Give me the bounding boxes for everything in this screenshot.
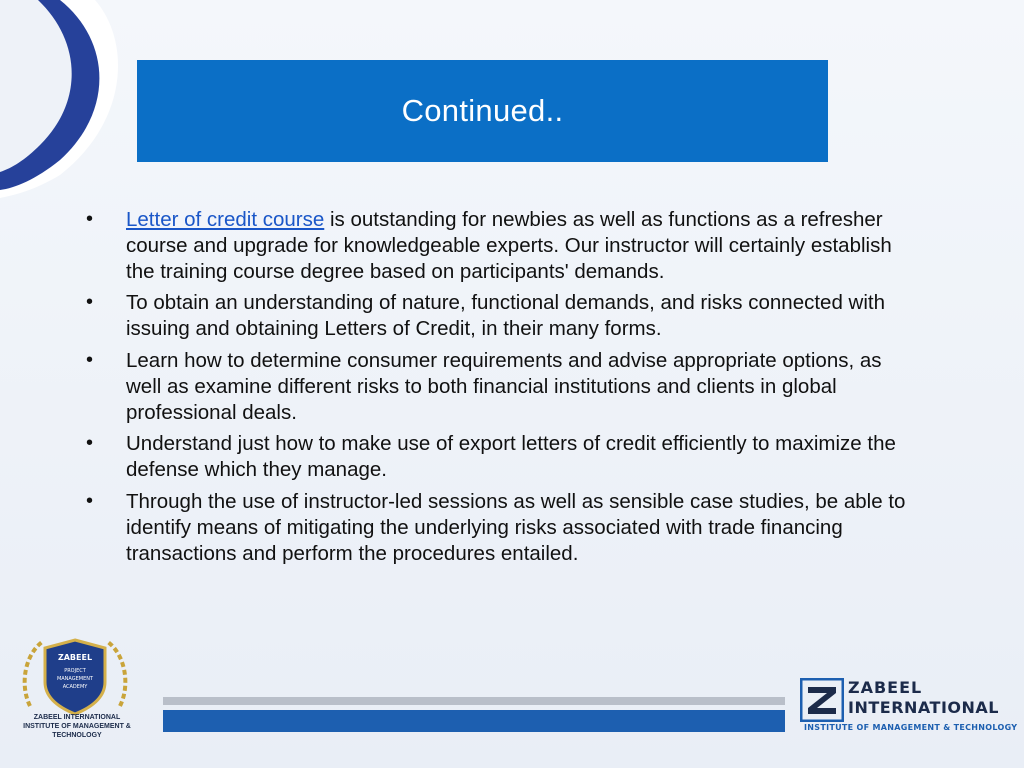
bullet-icon: • [86, 291, 94, 314]
slide-title: Continued.. [401, 93, 564, 128]
brand-name-line1: ZABEEL [848, 678, 923, 697]
badge-caption-line: ZABEEL INTERNATIONAL [33, 714, 121, 721]
academy-badge-logo [20, 636, 130, 716]
bullet-item [86, 290, 906, 342]
footer-blue-bar [163, 710, 785, 732]
bullet-item [86, 207, 906, 284]
letter-of-credit-course-link[interactable]: Letter of credit course [126, 208, 325, 231]
bullet-icon: • [86, 432, 94, 455]
decorative-swoosh [0, 0, 160, 200]
brand-name-line2: INTERNATIONAL [848, 698, 999, 717]
badge-caption [2, 713, 152, 740]
bullet-text: Learn how to determine consumer requirements and advise appropriate options, as well as examine different risks to both financial institutions and clients in global professional deals. [126, 348, 882, 424]
bullet-list [86, 207, 906, 572]
bullet-text: Understand just how to make use of export letters of credit efficiently to maximize the defense which they manage. [126, 432, 896, 482]
badge-line: PROJECT [64, 668, 86, 674]
brand-tagline: INSTITUTE OF MANAGEMENT & TECHNOLOGY [804, 723, 1018, 732]
bullet-icon: • [86, 348, 94, 371]
bullet-text: To obtain an understanding of nature, functional demands, and risks connected with issuing and obtaining Letters of Credit, in their many forms. [126, 291, 885, 341]
bullet-item [86, 489, 906, 566]
bullet-text: is outstanding for newbies as well as functions as a refresher course and upgrade for knowledgeable experts. Our instructor will certainly establish the training course degree based on participants' demands. [126, 208, 892, 283]
title-bar [137, 60, 828, 162]
bullet-text: Through the use of instructor-led sessions as well as sensible case studies, be able to identify means of mitigating the underlying risks associated with trade financing transactions and perform the procedures entailed. [126, 489, 906, 565]
badge-line: ACADEMY [62, 684, 88, 690]
badge-caption-line: INSTITUTE OF MANAGEMENT & TECHNOLOGY [23, 723, 131, 739]
badge-line: ZABEEL [57, 653, 93, 662]
footer-gray-bar [163, 697, 785, 705]
bullet-icon: • [86, 208, 94, 230]
brand-logo [800, 676, 1024, 736]
zabeel-z-icon [800, 678, 844, 722]
bullet-icon: • [86, 489, 94, 512]
bullet-item [86, 348, 906, 425]
bullet-item [86, 431, 906, 483]
badge-line: MANAGEMENT [56, 676, 94, 682]
